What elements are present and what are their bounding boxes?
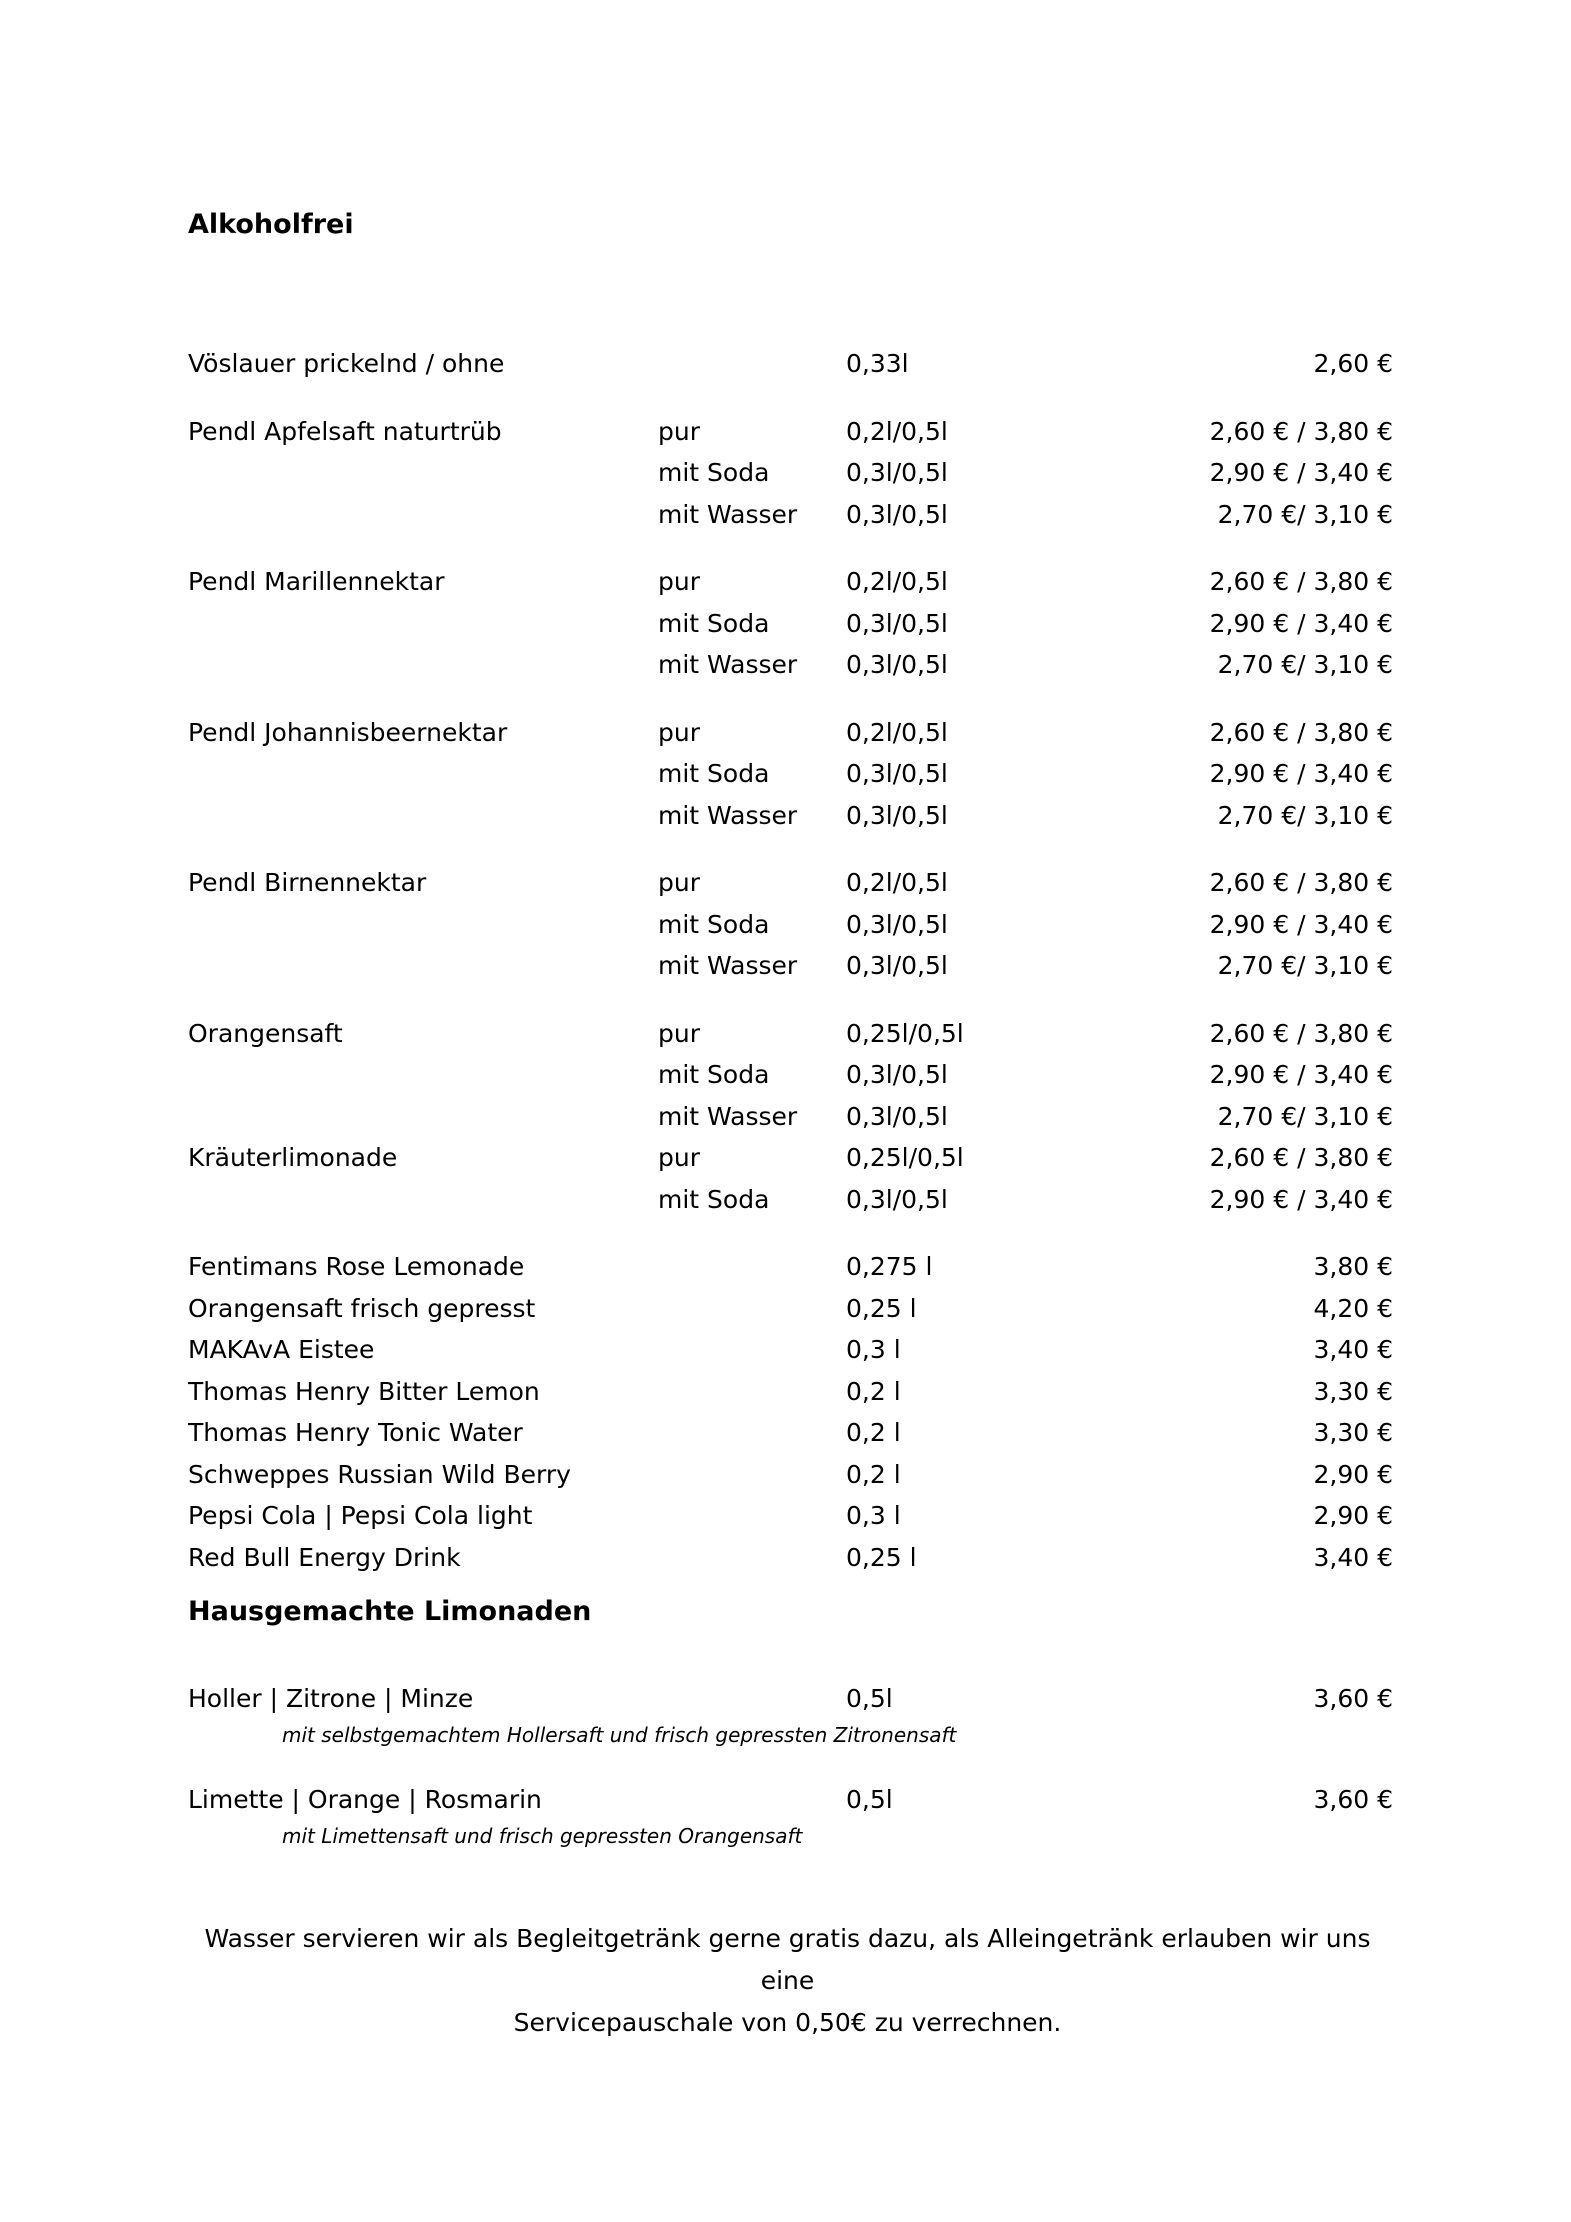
item-variant: mit Soda (658, 759, 770, 788)
item-name: Holler | Zitrone | Minze (188, 1684, 474, 1713)
item-price: 2,60 € (1313, 349, 1393, 378)
item-variant: mit Soda (658, 1060, 770, 1089)
menu-row (188, 1497, 1393, 1535)
item-volume: 0,3l/0,5l (846, 650, 948, 679)
item-price: 2,90 € / 3,40 € (1209, 909, 1393, 939)
item-name: Pendl Marillennektar (188, 567, 445, 596)
item-variant: mit Soda (658, 909, 770, 939)
item-name: Thomas Henry Bitter Lemon (188, 1376, 540, 1406)
menu-row (188, 1098, 1393, 1136)
item-volume: 0,3l/0,5l (846, 1184, 948, 1214)
menu-row (188, 605, 1393, 643)
item-volume: 0,2l/0,5l (846, 416, 948, 446)
item-variant: mit Soda (658, 1184, 770, 1214)
item-name: Orangensaft (188, 1018, 343, 1048)
item-volume: 0,3l/0,5l (846, 608, 948, 638)
item-note: mit Limettensaft und frisch gepressten Orangensaft (282, 1824, 803, 1848)
item-price: 2,60 € / 3,80 € (1209, 717, 1393, 747)
item-volume: 0,2 l (846, 1418, 901, 1447)
menu-row (188, 947, 1393, 985)
item-volume: 0,2l/0,5l (846, 567, 948, 596)
item-name: Kräuterlimonade (188, 1143, 398, 1172)
item-name: Schweppes Russian Wild Berry (188, 1459, 571, 1489)
menu-row (188, 646, 1393, 684)
item-variant: mit Wasser (658, 951, 798, 980)
menu-row (188, 1015, 1393, 1053)
item-price: 3,40 € (1313, 1542, 1393, 1572)
section-title: Alkoholfrei (188, 209, 354, 240)
item-variant: pur (658, 567, 700, 596)
item-name: Pendl Birnennektar (188, 868, 427, 897)
item-name: Orangensaft frisch gepresst (188, 1293, 536, 1323)
item-volume: 0,25 l (846, 1542, 917, 1572)
item-price: 2,90 € / 3,40 € (1209, 608, 1393, 638)
item-volume: 0,2l/0,5l (846, 717, 948, 747)
item-price: 2,70 €/ 3,10 € (1217, 650, 1393, 679)
item-price: 3,60 € (1313, 1684, 1393, 1713)
item-price: 3,60 € (1313, 1785, 1393, 1814)
footer-note (185, 1918, 1390, 2044)
menu-row (188, 797, 1393, 835)
item-variant: pur (658, 416, 700, 446)
item-volume: 0,3l/0,5l (846, 499, 948, 529)
item-name: Fentimans Rose Lemonade (188, 1252, 525, 1281)
item-volume: 0,275 l (846, 1252, 933, 1281)
item-price: 3,30 € (1313, 1418, 1393, 1447)
item-name: Thomas Henry Tonic Water (188, 1418, 523, 1447)
item-price: 2,90 € / 3,40 € (1209, 1184, 1393, 1214)
item-price: 2,90 € / 3,40 € (1209, 1060, 1393, 1089)
item-price: 2,90 € / 3,40 € (1209, 759, 1393, 788)
menu-row (188, 345, 1393, 383)
item-price: 2,70 €/ 3,10 € (1217, 800, 1393, 830)
item-variant: mit Wasser (658, 650, 798, 679)
item-name: Red Bull Energy Drink (188, 1542, 461, 1572)
menu-row (188, 755, 1393, 793)
item-volume: 0,2 l (846, 1376, 901, 1406)
item-price: 2,60 € / 3,80 € (1209, 416, 1393, 446)
menu-row (188, 906, 1393, 944)
item-volume: 0,3 l (846, 1501, 901, 1530)
item-volume: 0,3l/0,5l (846, 909, 948, 939)
item-variant: mit Wasser (658, 1101, 798, 1131)
item-price: 2,90 € (1313, 1501, 1393, 1530)
item-volume: 0,3l/0,5l (846, 951, 948, 980)
menu-row (188, 496, 1393, 534)
item-volume: 0,3l/0,5l (846, 1060, 948, 1089)
menu-row (188, 1539, 1393, 1577)
menu-row (188, 864, 1393, 902)
item-price: 2,70 €/ 3,10 € (1217, 951, 1393, 980)
item-variant: mit Soda (658, 458, 770, 487)
menu-row (188, 1781, 1393, 1819)
item-variant: mit Wasser (658, 800, 798, 830)
item-volume: 0,3l/0,5l (846, 800, 948, 830)
item-name: Pepsi Cola | Pepsi Cola light (188, 1501, 533, 1530)
menu-row (188, 714, 1393, 752)
item-variant: mit Wasser (658, 499, 798, 529)
menu-row (188, 1680, 1393, 1718)
item-name: Limette | Orange | Rosmarin (188, 1785, 542, 1814)
menu-row (188, 1248, 1393, 1286)
item-price: 4,20 € (1313, 1293, 1393, 1323)
menu-row (188, 1181, 1393, 1219)
item-name: MAKAvA Eistee (188, 1335, 375, 1364)
item-price: 3,80 € (1313, 1252, 1393, 1281)
item-volume: 0,3l/0,5l (846, 1101, 948, 1131)
item-volume: 0,3l/0,5l (846, 458, 948, 487)
item-volume: 0,25l/0,5l (846, 1018, 964, 1048)
item-variant: pur (658, 868, 700, 897)
menu-row (188, 563, 1393, 601)
item-volume: 0,25l/0,5l (846, 1143, 964, 1172)
item-variant: mit Soda (658, 608, 770, 638)
item-price: 2,70 €/ 3,10 € (1217, 499, 1393, 529)
menu-row (188, 1414, 1393, 1452)
menu-row (188, 1290, 1393, 1328)
item-variant: pur (658, 717, 700, 747)
item-volume: 0,2 l (846, 1459, 901, 1489)
menu-row (188, 1456, 1393, 1494)
item-volume: 0,2l/0,5l (846, 868, 948, 897)
footer-line-1: Wasser servieren wir als Begleitgetränk gerne gratis dazu, als Alleingetränk erlauben wir uns eine (204, 1924, 1371, 1995)
item-name: Pendl Apfelsaft naturtrüb (188, 416, 502, 446)
item-volume: 0,33l (846, 349, 909, 378)
section-title-limonaden: Hausgemachte Limonaden (188, 1596, 592, 1627)
item-price: 2,60 € / 3,80 € (1209, 868, 1393, 897)
item-note: mit selbstgemachtem Hollersaft und frisch gepressten Zitronensaft (282, 1723, 957, 1747)
menu-row (188, 1373, 1393, 1411)
item-price: 2,90 € (1313, 1459, 1393, 1489)
item-volume: 0,25 l (846, 1293, 917, 1323)
item-price: 2,60 € / 3,80 € (1209, 1018, 1393, 1048)
menu-row (188, 413, 1393, 451)
item-price: 2,70 €/ 3,10 € (1217, 1101, 1393, 1131)
item-name: Pendl Johannisbeernektar (188, 717, 508, 747)
item-volume: 0,5l (846, 1684, 893, 1713)
menu-row (188, 1331, 1393, 1369)
item-variant: pur (658, 1143, 700, 1172)
item-name: Vöslauer prickelnd / ohne (188, 349, 505, 378)
item-volume: 0,3l/0,5l (846, 759, 948, 788)
item-price: 2,90 € / 3,40 € (1209, 458, 1393, 487)
item-volume: 0,5l (846, 1785, 893, 1814)
item-price: 2,60 € / 3,80 € (1209, 567, 1393, 596)
menu-row (188, 1056, 1393, 1094)
item-price: 3,40 € (1313, 1335, 1393, 1364)
item-price: 2,60 € / 3,80 € (1209, 1143, 1393, 1172)
footer-line-2: Servicepauschale von 0,50€ zu verrechnen. (513, 2008, 1062, 2037)
item-variant: pur (658, 1018, 700, 1048)
menu-row (188, 454, 1393, 492)
menu-row (188, 1139, 1393, 1177)
item-price: 3,30 € (1313, 1376, 1393, 1406)
item-volume: 0,3 l (846, 1335, 901, 1364)
